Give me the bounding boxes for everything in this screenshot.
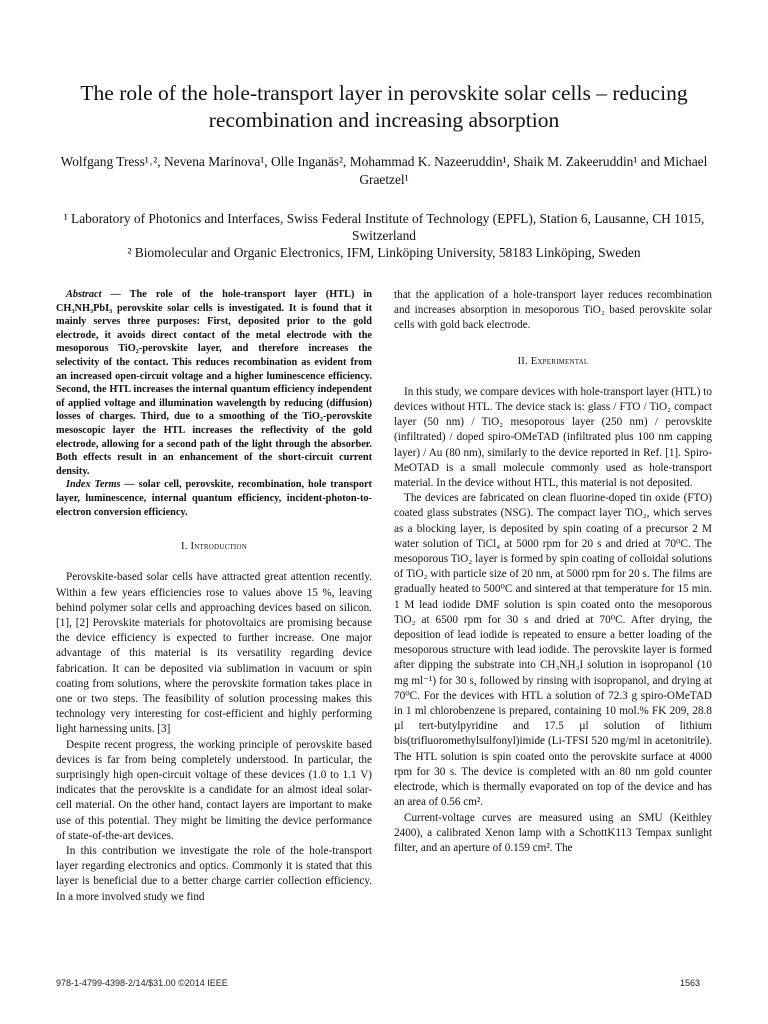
affiliation-2: ² Biomolecular and Organic Electronics, IFM, Linköping University, 58183 Linköping, Sweden	[127, 245, 641, 260]
abstract-label: Abstract —	[66, 289, 121, 300]
abstract-text: The role of the hole-transport layer (HTL) in CH₃NH₃PbI₃ perovskite solar cells is investigated. It is found that it mainly serves three purposes: First, deposited prior to the gold electrode, it avoids direct contact of the metal electrode with the mesoporous TiO₂-perovskite layer, and therefore increases the selectivity of the contact. This reduces recombination as evident from an increased open-circuit voltage and a higher luminescence efficiency. Second, the HTL increases the internal quantum efficiency independent of applied voltage and illumination wavelength by reducing (diffusion) losses of charges. Third, due to a smoothing of the TiO₂-perovskite mesoscopic layer the HTL increases the reflectivity of the gold electrode, allowing for a second path of the light through the absorber. Both effects result in an enhancement of the short-circuit current density.	[56, 289, 373, 477]
intro-paragraph-1: Perovskite-based solar cells have attracted great attention recently. Within a few years efficiencies rose to values above 15 %, leaving behind polymer solar cells and approaching devices based on silicon. [1], [2] Perovskite materials for photovoltaics are promising because the device efficiency is expected to further increase. One major advantage of this material is its versatility regarding device fabrication. It can be deposited via sublimation in vacuum or spin coating from solutions, where the perovskite formation takes place in one or two steps. The feasibility of solution processing makes this technology very interesting for cost-efficient and highly performing light harnessing units. [3]	[56, 571, 372, 736]
experimental-paragraph-3: Current-voltage curves are measured using an SMU (Keithley 2400), a calibrated Xenon lamp with a SchottK113 Tempax sunlight filter, and an aperture of 0.159 cm². The	[394, 811, 712, 854]
left-column	[56, 288, 372, 905]
intro-paragraph-2: Despite recent progress, the working principle of perovskite based devices is far from being completely understood. In particular, the surprisingly high open-circuit voltage of these devices (1.0 to 1.1 V) indicates that the perovskite is a candidate for an almost ideal solar-cell material. On the other hand, contact layers are important to make use of this potential. They might be limiting the device performance of state-of-the-art devices.	[56, 738, 372, 842]
experimental-paragraph-2: The devices are fabricated on clean fluorine-doped tin oxide (FTO) coated glass substrates (NSG). The compact layer TiO₂, which serves as a blocking layer, is deposited by spin coating of a precursor 2 M water solution of TiCl₄ at 5000 rpm for 20 s and dried at 70⁰C. The mesoporous TiO₂ layer is formed by spin coating of colloidal solutions of TiO₂ with particle size of 20 nm, at 5000 rpm for 20 s. The films are gradually heated to 500⁰C and sintered at that temperature for 15 min. 1 M lead iodide DMF solution is spin coated onto the mesoporous TiO₂ at 6500 rpm for 30 s and dried at 70⁰C. After drying, the deposition of lead iodide is repeated to ensure a better loading of the mesoporous structure with lead iodide. The perovskite layer is formed after dipping the substrate into CH₃NH₃I solution in isopropanol (10 mg ml⁻¹) for 30 s, followed by rinsing with isopropanol, and drying at 70⁰C. For the devices with HTL a solution of 72.3 g spiro-OMeTAD in 1 ml chlorobenzene is prepared, containing 10 mol.% FK 209, 28.8 µl tert-butylpyridine and 17.5 µl solution of lithium bis(trifluoromethylsulfonyl)imide (Li-TFSI 520 mg/ml in acetonitrile). The HTL solution is spin coated onto the perovskite surface at 4000 rpm for 30 s. The device is completed with an 80 nm gold counter electrode, which is thermally evaporated on top of the device and has an area of 0.56 cm².	[394, 492, 712, 809]
affiliation-1: ¹ Laboratory of Photonics and Interfaces, Swiss Federal Institute of Technology (EPFL), Station 6, Lausanne, CH 1015, Switzerland	[63, 211, 705, 243]
abstract	[56, 288, 372, 478]
section-heading-experimental: II. Experimental	[517, 355, 589, 367]
experimental-paragraph-1: In this study, we compare devices with hole-transport layer (HTL) to devices without HTL. The device stack is: glass / FTO / TiO₂ compact layer (50 nm) / TiO₂ mesoporous layer (250 nm) / perovskite (infiltrated) / doped spiro-OMeTAD (infiltrated plus 100 nm capping layer) / Au (80 nm), similarly to the device reported in Ref. [1]. Spiro-MeOTAD is a small molecule commonly used as hole-transport material. In the device without HTL, this material is not deposited.	[394, 385, 712, 490]
index-terms-text: solar cell, perovskite, recombination, hole transport layer, luminescence, internal quantum efficiency, incident-photon-to-electron conversion efficiency.	[56, 479, 372, 518]
affiliations	[40, 210, 728, 261]
index-terms	[56, 478, 372, 519]
intro-paragraph-3: In this contribution we investigate the role of the hole-transport layer regarding electronics and optics. Commonly it is stated that this layer is beneficial due to a better charge carrier collection efficiency. In a more involved study we find	[56, 844, 372, 903]
right-column	[394, 288, 712, 856]
index-terms-label: Index Terms —	[66, 479, 135, 491]
paper-title: The role of the hole-transport layer in perovskite solar cells – reducing recombination and increasing absorption	[80, 81, 688, 132]
author-list: Wolfgang Tress¹˒², Nevena Marinova¹, Olle Inganäs², Mohammad K. Nazeeruddin¹, Shaik M. Zakeeruddin¹ and Michael Graetzel¹	[60, 154, 708, 187]
section-heading-introduction: I. Introduction	[181, 541, 247, 553]
intro-continuation: that the application of a hole-transport layer reduces recombination and increases absorption in mesoporous TiO₂ based perovskite solar cells with gold back electrode.	[394, 289, 712, 332]
copyright-footer: 978-1-4799-4398-2/14/$31.00 ©2014 IEEE	[56, 978, 228, 988]
page-number: 1563	[680, 978, 701, 988]
